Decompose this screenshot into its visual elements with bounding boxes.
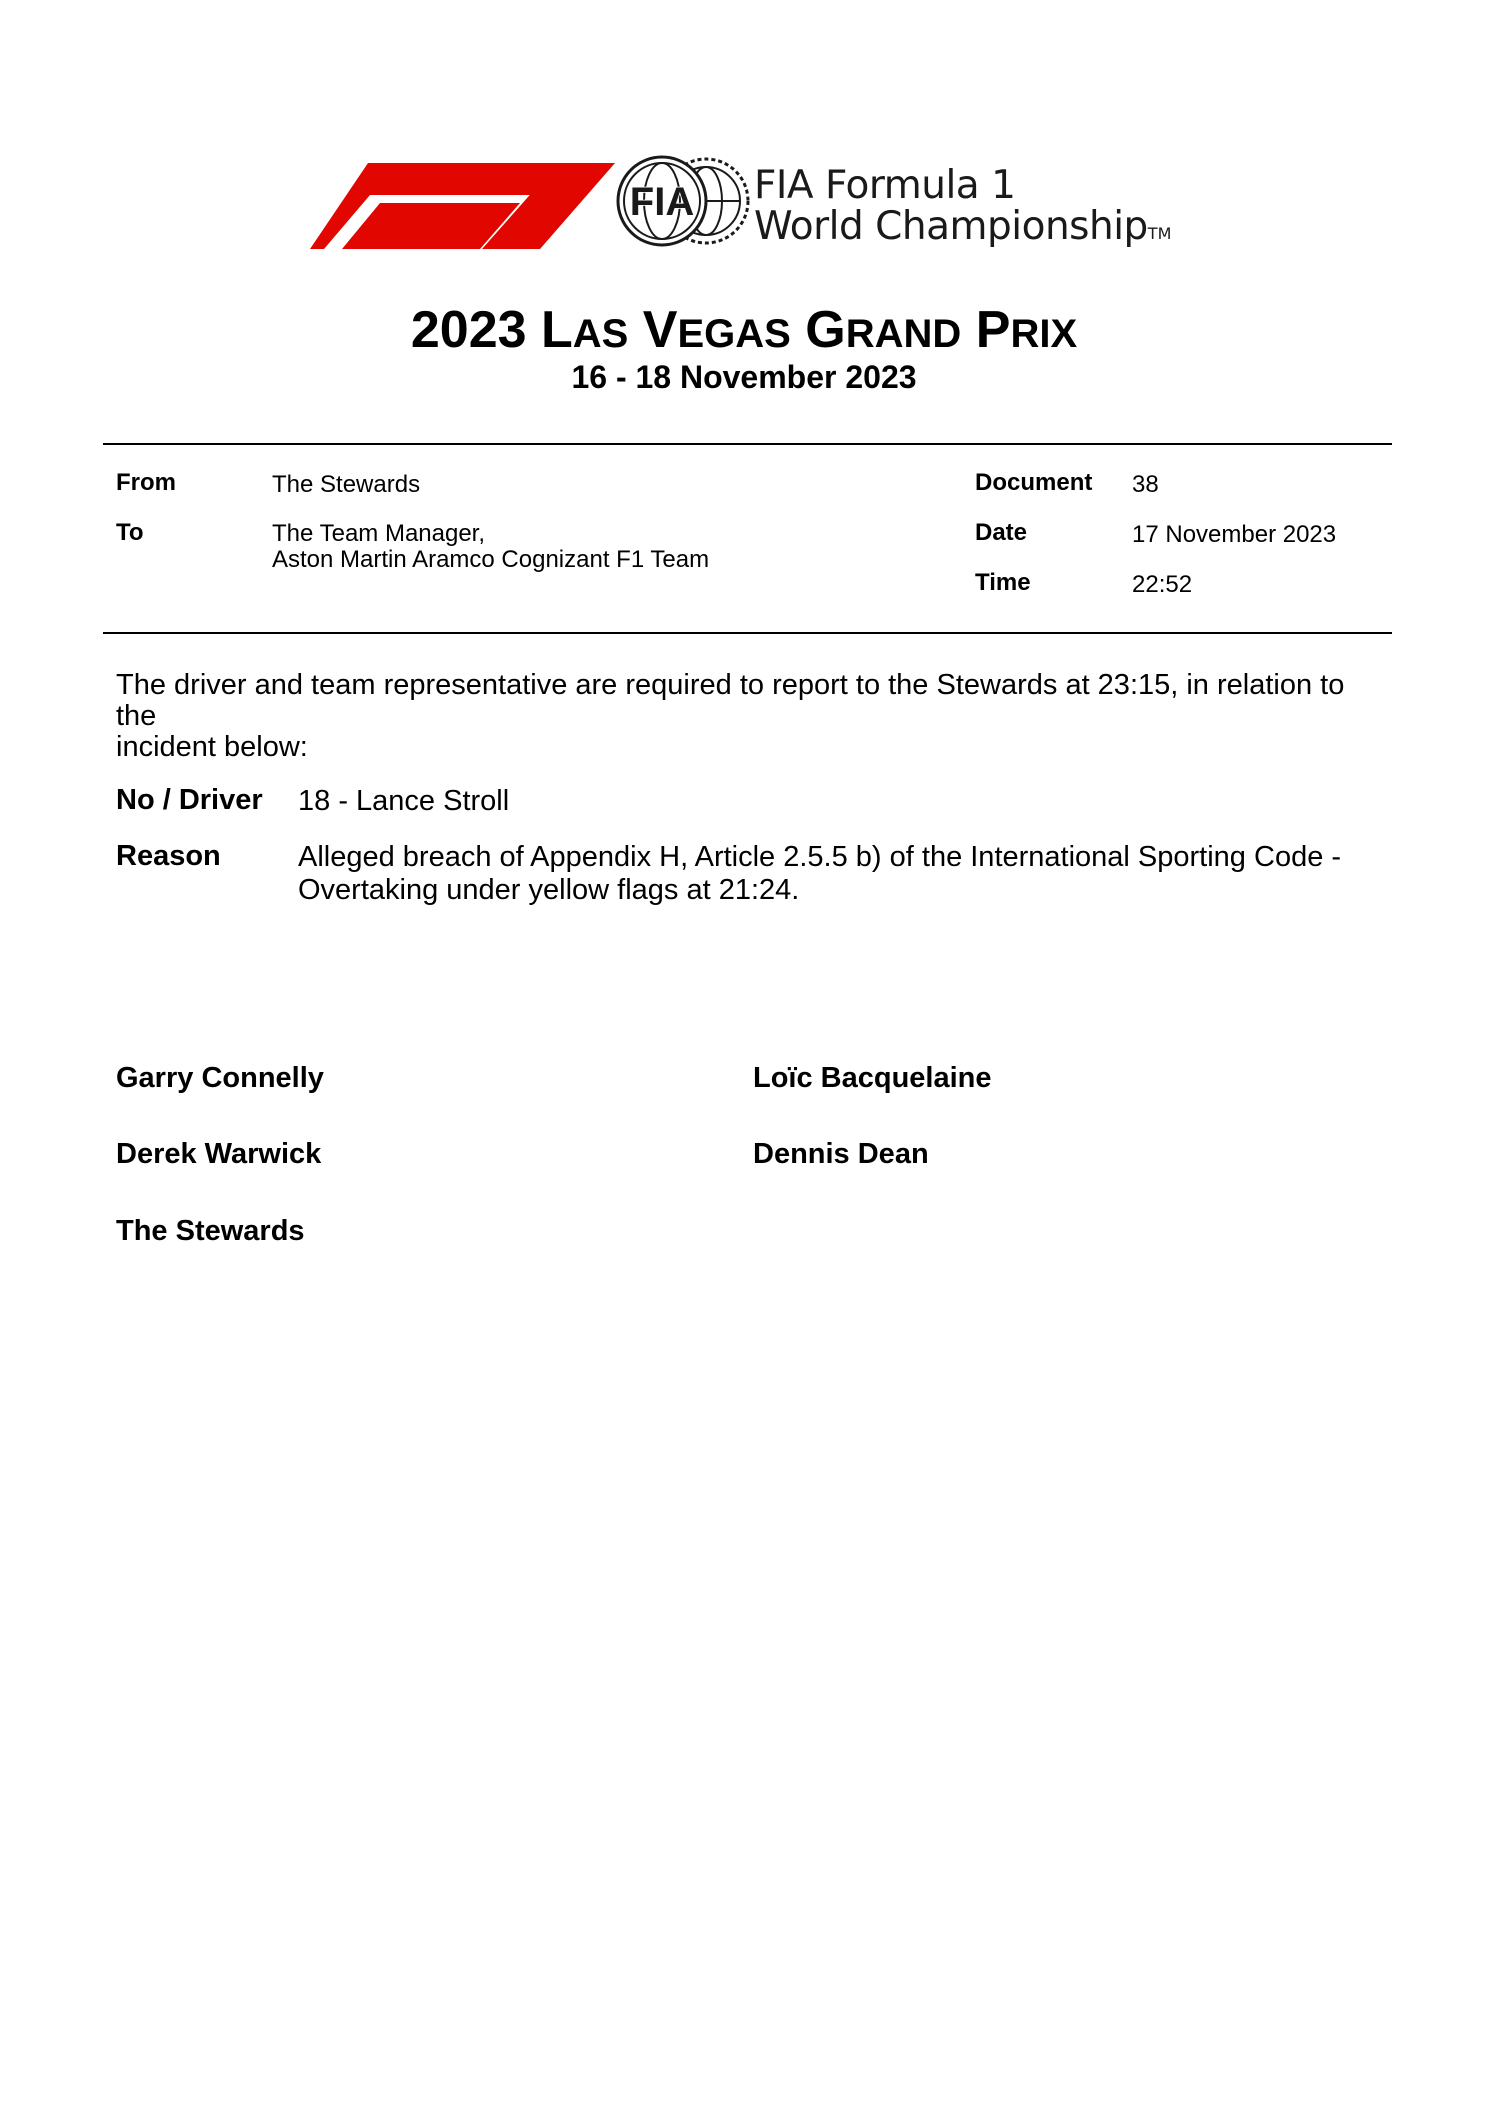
time-label: Time — [975, 569, 1031, 596]
from-value: The Stewards — [272, 471, 421, 498]
stewards-signoff: The Stewards — [116, 1215, 305, 1247]
event-title — [0, 300, 1488, 364]
event-dates: 16 - 18 November 2023 — [571, 359, 917, 395]
summons-intro — [116, 670, 1386, 763]
fia-logo-text: FIA — [629, 180, 695, 224]
driver-label: No / Driver — [116, 784, 263, 816]
reason-line2: Overtaking under yellow flags at 21:24. — [298, 874, 800, 906]
fia-title-line1: FIA Formula 1 — [754, 163, 1016, 208]
fia-championship-title — [754, 165, 1171, 254]
f1-logo — [310, 163, 615, 249]
event-name-word: VEGAS — [642, 301, 791, 359]
reason-value — [298, 841, 1388, 907]
steward-name: Loïc Bacquelaine — [753, 1062, 992, 1094]
date-value: 17 November 2023 — [1132, 521, 1337, 548]
event-year: 2023 — [410, 301, 527, 359]
driver-value: 18 - Lance Stroll — [298, 785, 510, 817]
to-label: To — [116, 519, 144, 546]
event-name-word: GRAND — [805, 301, 962, 359]
summons-intro-line2: incident below: — [116, 731, 308, 763]
to-value-line1: The Team Manager, — [272, 520, 486, 547]
fia-title-line2-text: World Championship — [754, 204, 1148, 249]
fia-title-line2 — [754, 206, 1171, 254]
divider-bottom — [103, 632, 1392, 634]
trademark-mark: TM — [1147, 224, 1172, 243]
header-logos — [310, 155, 1210, 255]
fia-logo — [616, 155, 750, 247]
document-label: Document — [975, 469, 1093, 496]
steward-name: Derek Warwick — [116, 1138, 322, 1170]
to-value — [272, 521, 709, 573]
time-value: 22:52 — [1132, 571, 1193, 598]
event-name-word: LAS — [541, 301, 629, 359]
reason-label: Reason — [116, 840, 221, 872]
steward-name: Garry Connelly — [116, 1062, 324, 1094]
document-number: 38 — [1132, 471, 1159, 498]
to-value-line2: Aston Martin Aramco Cognizant F1 Team — [272, 546, 710, 573]
from-label: From — [116, 469, 176, 496]
reason-line1: Alleged breach of Appendix H, Article 2.5.5 b) of the International Sporting Code - — [298, 841, 1342, 873]
date-label: Date — [975, 519, 1028, 546]
steward-name: Dennis Dean — [753, 1138, 929, 1170]
divider-top — [103, 443, 1392, 445]
summons-intro-line1: The driver and team representative are required to report to the Stewards at 23:15, in relation to the — [116, 669, 1345, 732]
event-name-word: PRIX — [975, 301, 1078, 359]
